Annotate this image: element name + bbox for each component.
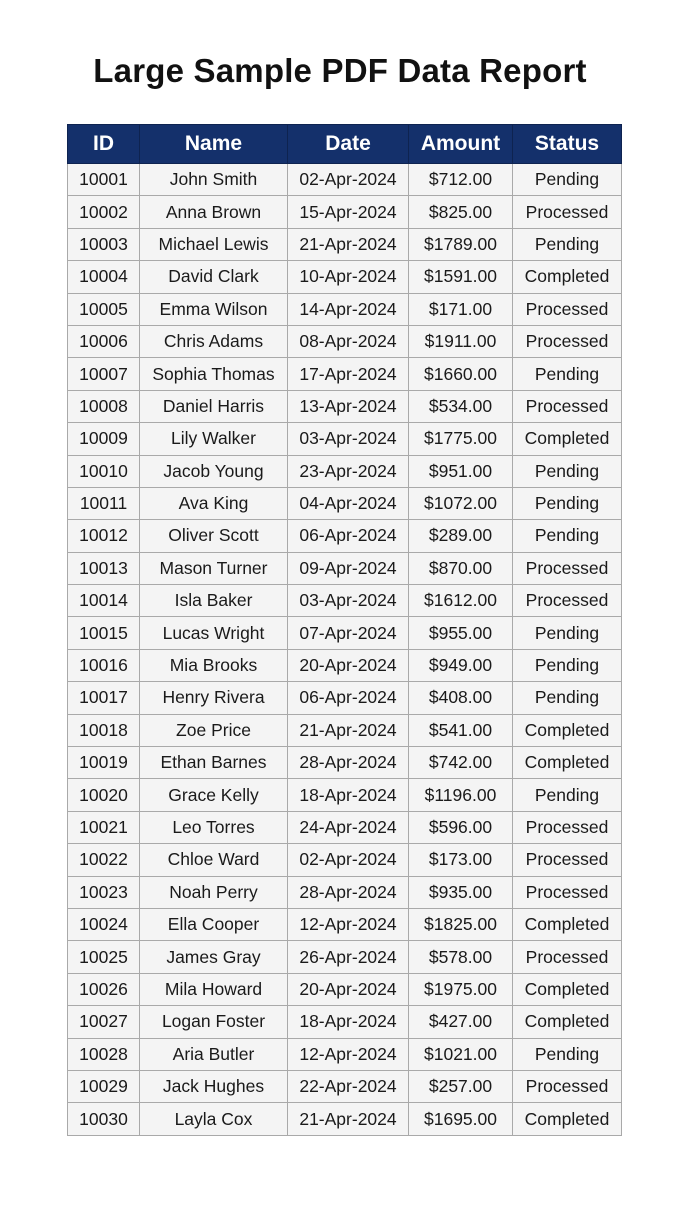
cell-id: 10024 — [68, 908, 140, 940]
cell-date: 02-Apr-2024 — [288, 164, 409, 196]
cell-status: Completed — [513, 973, 622, 1005]
cell-id: 10003 — [68, 228, 140, 260]
cell-amount: $825.00 — [409, 196, 513, 228]
cell-name: John Smith — [140, 164, 288, 196]
cell-amount: $1775.00 — [409, 423, 513, 455]
cell-amount: $1612.00 — [409, 585, 513, 617]
cell-name: Ava King — [140, 487, 288, 519]
cell-amount: $578.00 — [409, 941, 513, 973]
cell-status: Pending — [513, 1038, 622, 1070]
cell-id: 10019 — [68, 747, 140, 779]
cell-date: 21-Apr-2024 — [288, 714, 409, 746]
cell-date: 03-Apr-2024 — [288, 423, 409, 455]
cell-amount: $289.00 — [409, 520, 513, 552]
cell-id: 10013 — [68, 552, 140, 584]
cell-name: Chloe Ward — [140, 844, 288, 876]
cell-id: 10005 — [68, 293, 140, 325]
cell-name: David Clark — [140, 261, 288, 293]
cell-amount: $1695.00 — [409, 1103, 513, 1135]
cell-date: 09-Apr-2024 — [288, 552, 409, 584]
cell-id: 10030 — [68, 1103, 140, 1135]
cell-date: 20-Apr-2024 — [288, 649, 409, 681]
table-row — [68, 1038, 622, 1070]
cell-name: Mason Turner — [140, 552, 288, 584]
cell-date: 12-Apr-2024 — [288, 1038, 409, 1070]
table-row — [68, 908, 622, 940]
cell-date: 07-Apr-2024 — [288, 617, 409, 649]
cell-id: 10022 — [68, 844, 140, 876]
cell-name: Ethan Barnes — [140, 747, 288, 779]
cell-status: Pending — [513, 520, 622, 552]
cell-name: Oliver Scott — [140, 520, 288, 552]
cell-name: Daniel Harris — [140, 390, 288, 422]
table-row — [68, 423, 622, 455]
cell-amount: $949.00 — [409, 649, 513, 681]
cell-name: Logan Foster — [140, 1006, 288, 1038]
cell-date: 13-Apr-2024 — [288, 390, 409, 422]
cell-date: 04-Apr-2024 — [288, 487, 409, 519]
cell-name: Mila Howard — [140, 973, 288, 1005]
cell-date: 18-Apr-2024 — [288, 1006, 409, 1038]
cell-id: 10011 — [68, 487, 140, 519]
cell-date: 02-Apr-2024 — [288, 844, 409, 876]
cell-amount: $1789.00 — [409, 228, 513, 260]
table-row — [68, 779, 622, 811]
cell-status: Completed — [513, 261, 622, 293]
cell-date: 08-Apr-2024 — [288, 325, 409, 357]
cell-status: Pending — [513, 617, 622, 649]
cell-name: Michael Lewis — [140, 228, 288, 260]
cell-id: 10028 — [68, 1038, 140, 1070]
cell-name: James Gray — [140, 941, 288, 973]
cell-status: Pending — [513, 779, 622, 811]
cell-id: 10023 — [68, 876, 140, 908]
cell-name: Grace Kelly — [140, 779, 288, 811]
cell-name: Mia Brooks — [140, 649, 288, 681]
table-row — [68, 1070, 622, 1102]
table-row — [68, 649, 622, 681]
cell-status: Pending — [513, 228, 622, 260]
column-header-status: Status — [513, 125, 622, 164]
cell-status: Processed — [513, 585, 622, 617]
cell-amount: $534.00 — [409, 390, 513, 422]
table-row — [68, 1006, 622, 1038]
cell-amount: $955.00 — [409, 617, 513, 649]
cell-name: Anna Brown — [140, 196, 288, 228]
header-row — [68, 125, 622, 164]
table-row — [68, 358, 622, 390]
cell-status: Completed — [513, 423, 622, 455]
cell-status: Completed — [513, 908, 622, 940]
table-row — [68, 682, 622, 714]
cell-name: Sophia Thomas — [140, 358, 288, 390]
cell-amount: $257.00 — [409, 1070, 513, 1102]
cell-id: 10017 — [68, 682, 140, 714]
cell-date: 21-Apr-2024 — [288, 228, 409, 260]
column-header-name: Name — [140, 125, 288, 164]
cell-id: 10012 — [68, 520, 140, 552]
cell-id: 10010 — [68, 455, 140, 487]
cell-name: Isla Baker — [140, 585, 288, 617]
table-row — [68, 714, 622, 746]
table-row — [68, 617, 622, 649]
cell-status: Processed — [513, 552, 622, 584]
table-row — [68, 487, 622, 519]
cell-status: Completed — [513, 714, 622, 746]
cell-status: Pending — [513, 455, 622, 487]
cell-id: 10029 — [68, 1070, 140, 1102]
cell-name: Leo Torres — [140, 811, 288, 843]
cell-date: 10-Apr-2024 — [288, 261, 409, 293]
cell-id: 10016 — [68, 649, 140, 681]
cell-amount: $1072.00 — [409, 487, 513, 519]
cell-amount: $596.00 — [409, 811, 513, 843]
data-table — [67, 124, 622, 1136]
column-header-amount: Amount — [409, 125, 513, 164]
cell-date: 06-Apr-2024 — [288, 682, 409, 714]
cell-amount: $1591.00 — [409, 261, 513, 293]
cell-name: Lily Walker — [140, 423, 288, 455]
cell-status: Pending — [513, 649, 622, 681]
cell-status: Pending — [513, 682, 622, 714]
cell-date: 24-Apr-2024 — [288, 811, 409, 843]
cell-name: Jacob Young — [140, 455, 288, 487]
table-row — [68, 552, 622, 584]
cell-status: Completed — [513, 1103, 622, 1135]
cell-status: Completed — [513, 747, 622, 779]
cell-name: Aria Butler — [140, 1038, 288, 1070]
cell-amount: $1975.00 — [409, 973, 513, 1005]
table-row — [68, 455, 622, 487]
cell-name: Noah Perry — [140, 876, 288, 908]
table-row — [68, 196, 622, 228]
cell-amount: $870.00 — [409, 552, 513, 584]
cell-date: 26-Apr-2024 — [288, 941, 409, 973]
cell-date: 06-Apr-2024 — [288, 520, 409, 552]
cell-id: 10025 — [68, 941, 140, 973]
column-header-date: Date — [288, 125, 409, 164]
cell-amount: $1911.00 — [409, 325, 513, 357]
cell-amount: $935.00 — [409, 876, 513, 908]
table-row — [68, 1103, 622, 1135]
cell-amount: $951.00 — [409, 455, 513, 487]
cell-id: 10004 — [68, 261, 140, 293]
cell-date: 28-Apr-2024 — [288, 876, 409, 908]
cell-amount: $427.00 — [409, 1006, 513, 1038]
cell-name: Lucas Wright — [140, 617, 288, 649]
table-body — [68, 164, 622, 1136]
cell-status: Processed — [513, 811, 622, 843]
cell-date: 14-Apr-2024 — [288, 293, 409, 325]
cell-amount: $1660.00 — [409, 358, 513, 390]
cell-name: Zoe Price — [140, 714, 288, 746]
table-row — [68, 973, 622, 1005]
cell-status: Processed — [513, 941, 622, 973]
table-row — [68, 844, 622, 876]
cell-name: Emma Wilson — [140, 293, 288, 325]
cell-status: Pending — [513, 487, 622, 519]
cell-status: Processed — [513, 876, 622, 908]
cell-id: 10020 — [68, 779, 140, 811]
cell-name: Layla Cox — [140, 1103, 288, 1135]
cell-date: 18-Apr-2024 — [288, 779, 409, 811]
cell-amount: $541.00 — [409, 714, 513, 746]
cell-date: 15-Apr-2024 — [288, 196, 409, 228]
cell-status: Pending — [513, 358, 622, 390]
cell-date: 23-Apr-2024 — [288, 455, 409, 487]
cell-name: Ella Cooper — [140, 908, 288, 940]
cell-status: Processed — [513, 844, 622, 876]
cell-status: Completed — [513, 1006, 622, 1038]
cell-amount: $408.00 — [409, 682, 513, 714]
cell-id: 10009 — [68, 423, 140, 455]
cell-id: 10026 — [68, 973, 140, 1005]
cell-status: Processed — [513, 293, 622, 325]
cell-status: Processed — [513, 325, 622, 357]
table-row — [68, 164, 622, 196]
table-row — [68, 520, 622, 552]
cell-amount: $742.00 — [409, 747, 513, 779]
cell-date: 17-Apr-2024 — [288, 358, 409, 390]
cell-amount: $1196.00 — [409, 779, 513, 811]
table-row — [68, 876, 622, 908]
table-row — [68, 747, 622, 779]
cell-id: 10021 — [68, 811, 140, 843]
cell-amount: $1825.00 — [409, 908, 513, 940]
cell-id: 10014 — [68, 585, 140, 617]
report-title: Large Sample PDF Data Report — [93, 52, 587, 89]
table-row — [68, 228, 622, 260]
cell-amount: $1021.00 — [409, 1038, 513, 1070]
cell-id: 10006 — [68, 325, 140, 357]
cell-id: 10007 — [68, 358, 140, 390]
table-row — [68, 585, 622, 617]
cell-name: Chris Adams — [140, 325, 288, 357]
table-row — [68, 293, 622, 325]
column-header-id: ID — [68, 125, 140, 164]
cell-status: Processed — [513, 1070, 622, 1102]
cell-id: 10002 — [68, 196, 140, 228]
cell-name: Henry Rivera — [140, 682, 288, 714]
cell-date: 12-Apr-2024 — [288, 908, 409, 940]
cell-date: 21-Apr-2024 — [288, 1103, 409, 1135]
cell-name: Jack Hughes — [140, 1070, 288, 1102]
table-row — [68, 811, 622, 843]
cell-amount: $173.00 — [409, 844, 513, 876]
cell-amount: $712.00 — [409, 164, 513, 196]
table-row — [68, 261, 622, 293]
table-row — [68, 325, 622, 357]
table-header — [68, 125, 622, 164]
cell-id: 10008 — [68, 390, 140, 422]
cell-date: 22-Apr-2024 — [288, 1070, 409, 1102]
cell-amount: $171.00 — [409, 293, 513, 325]
table-row — [68, 941, 622, 973]
table-row — [68, 390, 622, 422]
cell-date: 03-Apr-2024 — [288, 585, 409, 617]
cell-status: Processed — [513, 390, 622, 422]
cell-id: 10027 — [68, 1006, 140, 1038]
cell-id: 10015 — [68, 617, 140, 649]
cell-id: 10018 — [68, 714, 140, 746]
cell-id: 10001 — [68, 164, 140, 196]
cell-date: 20-Apr-2024 — [288, 973, 409, 1005]
cell-status: Processed — [513, 196, 622, 228]
cell-date: 28-Apr-2024 — [288, 747, 409, 779]
cell-status: Pending — [513, 164, 622, 196]
